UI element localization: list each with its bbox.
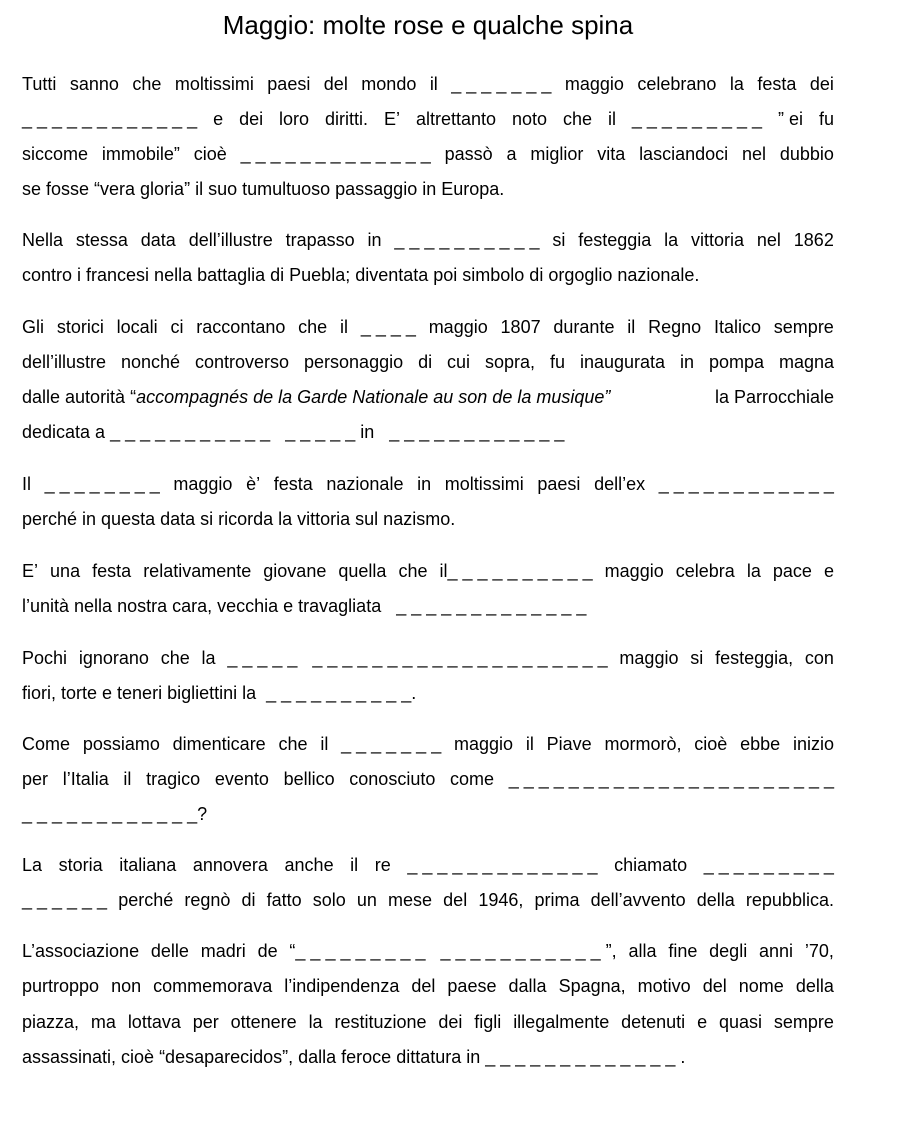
text-line <box>22 350 834 374</box>
word: maggio <box>428 317 488 337</box>
word: ci <box>170 317 184 337</box>
word: dalla <box>508 976 547 996</box>
word: maggio <box>454 734 514 754</box>
word: che <box>298 317 328 337</box>
word: vittoria <box>691 230 745 250</box>
word: sempre <box>773 317 834 337</box>
word: 1862 <box>793 230 834 250</box>
text-line <box>22 732 834 756</box>
word: storici <box>56 317 104 337</box>
word: dell’illustre <box>22 352 107 372</box>
word: dubbio <box>779 144 834 164</box>
word: re <box>374 855 391 875</box>
word: commemorava <box>153 976 273 996</box>
word: dei <box>809 74 834 94</box>
word: dell’avvento <box>590 890 686 910</box>
word: lottava <box>127 1012 181 1032</box>
word: non <box>111 976 142 996</box>
word: del <box>411 976 436 996</box>
word: pace <box>772 561 812 581</box>
word: il <box>607 109 616 129</box>
word: in <box>367 230 382 250</box>
word: festeggia, <box>715 648 794 668</box>
word: annovera <box>192 855 268 875</box>
word: dei <box>438 1012 463 1032</box>
blank-field: _ _ _ _ _ _ _ _ _ _ <box>394 230 540 250</box>
word: un <box>356 890 377 910</box>
text-line <box>22 1010 834 1034</box>
word: di <box>241 890 256 910</box>
word: La <box>22 855 43 875</box>
text-line <box>22 974 834 998</box>
word: regnò <box>184 890 231 910</box>
word: ignorano <box>78 648 149 668</box>
word: de <box>257 941 278 961</box>
text-line <box>22 385 834 409</box>
sentence: l’unità nella nostra cara, vecchia e travagliata _ _ _ _ _ _ _ _ _ _ _ _ _ <box>22 596 587 616</box>
word: la <box>746 561 761 581</box>
word: stessa <box>75 230 128 250</box>
word: maggio <box>564 74 624 94</box>
blank-field: _ _ _ _ _ _ _ _ _ <box>703 855 834 875</box>
word: E’ <box>22 561 39 581</box>
word: l’Italia <box>62 769 109 789</box>
sentence: dedicata a _ _ _ _ _ _ _ _ _ _ _ _ _ _ _ _ in _ _ _ _ _ _ _ _ _ _ _ _ <box>22 422 565 442</box>
text-line <box>22 507 834 531</box>
word: nonché <box>121 352 181 372</box>
blank-field: _ _ _ _ _ _ _ _ <box>44 474 160 494</box>
word: il <box>320 734 329 754</box>
word: paesi <box>537 474 581 494</box>
blank-field: _ _ _ _ _ _ _ _ _ _ _ _ _ <box>407 855 598 875</box>
text-line <box>22 888 834 912</box>
word: del <box>443 890 468 910</box>
word: nazionale <box>326 474 404 494</box>
sentence: se fosse “vera gloria” il suo tumultuoso passaggio in Europa. <box>22 179 505 199</box>
blank-field: _ _ _ _ _ _ _ _ _ _ _ _ <box>22 109 198 129</box>
word: piazza, <box>22 1012 80 1032</box>
word: il <box>429 74 438 94</box>
word: inaugurata <box>579 352 666 372</box>
word: e <box>213 109 224 129</box>
word: per <box>192 1012 219 1032</box>
word: paese <box>447 976 497 996</box>
word: dalle autorità “ <box>22 387 137 407</box>
text-line <box>22 263 834 287</box>
sentence: contro i francesi nella battaglia di Puebla; diventata poi simbolo di orgoglio nazionale. <box>22 265 700 285</box>
word: con <box>804 648 834 668</box>
word: che <box>278 734 308 754</box>
word: Nella <box>22 230 64 250</box>
word: e <box>697 1012 708 1032</box>
word: mondo <box>361 74 417 94</box>
word: inizio <box>792 734 834 754</box>
word: maggio <box>173 474 233 494</box>
word: restituzione <box>334 1012 427 1032</box>
word: Regno <box>648 317 702 337</box>
word: moltissimi <box>444 474 524 494</box>
word: della <box>696 890 735 910</box>
text-line <box>22 177 834 201</box>
word: detenuti <box>621 1012 686 1032</box>
sentence: fiori, torte e teneri bigliettini la _ _ _ _ _ _ _ _ _ _. <box>22 683 417 703</box>
word: festeggia <box>578 230 652 250</box>
text-line <box>22 472 834 496</box>
text-line <box>22 802 834 826</box>
word: maggio <box>619 648 679 668</box>
word: repubblica. <box>745 890 834 910</box>
page-title: Maggio: molte rose e qualche spina <box>222 10 634 40</box>
word: sopra, <box>485 352 536 372</box>
word: motivo <box>637 976 691 996</box>
word: si <box>552 230 566 250</box>
sentence: assassinati, cioè “desaparecidos”, dalla feroce dittatura in _ _ _ _ _ _ _ _ _ _ _ _ _ . <box>22 1047 686 1067</box>
blank-field: _ _ _ _ _ _ _ _ _ <box>631 109 763 129</box>
text-line <box>22 939 834 963</box>
word: storia <box>58 855 103 875</box>
word: fatto <box>266 890 302 910</box>
word: 1946, <box>478 890 524 910</box>
text-line <box>22 315 834 339</box>
word: ” ei <box>777 109 803 129</box>
word: quella <box>338 561 387 581</box>
word: in <box>679 352 694 372</box>
word: fine <box>668 941 698 961</box>
word: Piave <box>546 734 592 754</box>
word: loro <box>279 109 310 129</box>
word: dei <box>239 109 264 129</box>
sentence: _ _ _ _ _ _ _ _ _ _ _ _? <box>22 804 208 824</box>
word: chiamato <box>614 855 688 875</box>
word: mormorò, <box>604 734 682 754</box>
word: la Parrocchiale <box>709 387 834 407</box>
word: controverso <box>195 352 290 372</box>
word: illegalmente <box>513 1012 610 1032</box>
word: fu <box>818 109 834 129</box>
word: possiamo <box>82 734 160 754</box>
blank-field: _ _ _ _ <box>360 317 416 337</box>
word: ma <box>90 1012 116 1032</box>
word: della <box>795 976 834 996</box>
word: italiana <box>119 855 177 875</box>
word: Gli <box>22 317 44 337</box>
blank-field: _ _ _ _ _ _ _ _ _ _ _ _ _ _ _ _ _ _ _ _ _ _ _ _ _ <box>227 648 608 668</box>
word: delle <box>150 941 189 961</box>
word: la <box>308 1012 323 1032</box>
word: locali <box>116 317 158 337</box>
blank-field: “_ _ _ _ _ _ _ _ _ _ _ _ _ _ _ _ _ _ _ _ ”, <box>289 941 617 961</box>
blank-field: _ _ _ _ _ _ _ _ _ _ _ _ _ <box>240 144 431 164</box>
word: purtroppo <box>22 976 100 996</box>
word: anni <box>759 941 794 961</box>
blank-field: _ _ _ _ _ _ <box>22 890 108 910</box>
word: trapasso <box>285 230 355 250</box>
word: che <box>160 648 190 668</box>
word: il <box>350 855 359 875</box>
word: si <box>690 648 704 668</box>
word: il <box>123 769 132 789</box>
blank-field: _ _ _ _ _ _ _ <box>451 74 552 94</box>
italic-quote: accompagnés de la Garde Nationale au son de la musique” <box>136 387 611 407</box>
word: mese <box>388 890 433 910</box>
word: una <box>50 561 81 581</box>
word: magna <box>778 352 834 372</box>
blank-field: _ _ _ _ _ _ _ _ _ _ _ _ _ _ _ _ _ _ _ _ _ _ <box>508 769 834 789</box>
word: degli <box>709 941 748 961</box>
word: dell’illustre <box>188 230 273 250</box>
blank-field: il_ _ _ _ _ _ _ _ _ _ <box>439 561 593 581</box>
word: altrettanto <box>415 109 497 129</box>
word: cioè <box>694 734 728 754</box>
word: l’indipendenza <box>284 976 400 996</box>
word: celebra <box>675 561 735 581</box>
word: siccome <box>22 144 89 164</box>
word: passò <box>444 144 493 164</box>
word: festa <box>273 474 313 494</box>
word: noto <box>511 109 548 129</box>
word: bellico <box>283 769 335 789</box>
word: figli <box>474 1012 502 1032</box>
word: nome <box>738 976 784 996</box>
word: che <box>398 561 428 581</box>
word: Spagna, <box>558 976 626 996</box>
word: evento <box>214 769 269 789</box>
word: personaggio <box>304 352 404 372</box>
word: fu <box>549 352 565 372</box>
word: quasi <box>718 1012 762 1032</box>
word: lasciandoci <box>639 144 729 164</box>
word: in <box>417 474 432 494</box>
word: madri <box>200 941 246 961</box>
word: diritti. <box>325 109 369 129</box>
word: 1807 <box>500 317 541 337</box>
word: moltissimi <box>174 74 254 94</box>
word: perché <box>118 890 174 910</box>
text-line <box>22 420 834 444</box>
word: alla <box>628 941 657 961</box>
word: durante <box>553 317 615 337</box>
word: nel <box>756 230 781 250</box>
word: ’70, <box>804 941 834 961</box>
word: festa <box>92 561 132 581</box>
word: paesi <box>267 74 311 94</box>
word: Come <box>22 734 71 754</box>
sentence: perché in questa data si ricorda la vittoria sul nazismo. <box>22 509 456 529</box>
text-line <box>22 559 834 583</box>
word: la <box>664 230 679 250</box>
word: data <box>140 230 176 250</box>
word: e <box>823 561 834 581</box>
word: ebbe <box>740 734 781 754</box>
word: L’associazione <box>22 941 140 961</box>
word: dimenticare <box>172 734 266 754</box>
word: sempre <box>773 1012 834 1032</box>
word: tragico <box>146 769 201 789</box>
word: la <box>729 74 744 94</box>
word: per <box>22 769 49 789</box>
word: del <box>702 976 727 996</box>
word: sanno <box>69 74 119 94</box>
blank-field: _ _ _ _ _ _ _ _ _ _ _ _ <box>658 474 834 494</box>
word: come <box>450 769 495 789</box>
word: il <box>340 317 349 337</box>
word: celebrano <box>637 74 717 94</box>
text-line <box>22 853 834 877</box>
word: Tutti <box>22 74 57 94</box>
word: prima <box>534 890 580 910</box>
word: la <box>201 648 216 668</box>
word: il <box>525 734 534 754</box>
text-line <box>22 594 834 618</box>
word: solo <box>312 890 346 910</box>
word: vita <box>597 144 626 164</box>
word: a <box>506 144 517 164</box>
word: è’ <box>246 474 261 494</box>
word: festa <box>757 74 797 94</box>
word: conosciuto <box>349 769 436 789</box>
text-line <box>22 1045 834 1069</box>
word: maggio <box>604 561 664 581</box>
word: miglior <box>530 144 584 164</box>
word: Italico <box>713 317 761 337</box>
word: di <box>418 352 433 372</box>
text-line <box>22 646 834 670</box>
word: che <box>132 74 162 94</box>
word: anche <box>284 855 334 875</box>
word: giovane <box>263 561 327 581</box>
text-line <box>22 228 834 252</box>
word: relativamente <box>143 561 252 581</box>
word: immobile” <box>101 144 180 164</box>
blank-field: _ _ _ _ _ _ _ <box>341 734 442 754</box>
text-line <box>22 681 834 705</box>
word: Pochi <box>22 648 68 668</box>
word: ottenere <box>230 1012 297 1032</box>
word: nel <box>741 144 766 164</box>
word: Il <box>22 474 31 494</box>
word: che <box>562 109 592 129</box>
word: dell’ex <box>594 474 646 494</box>
word: il <box>627 317 636 337</box>
word: pompa <box>708 352 764 372</box>
text-line <box>22 72 834 96</box>
text-line <box>22 107 834 131</box>
word: raccontano <box>196 317 286 337</box>
text-line <box>22 142 834 166</box>
word: cioè <box>193 144 227 164</box>
text-line <box>22 767 834 791</box>
word: cui <box>447 352 471 372</box>
word: E’ <box>383 109 400 129</box>
word: del <box>323 74 348 94</box>
